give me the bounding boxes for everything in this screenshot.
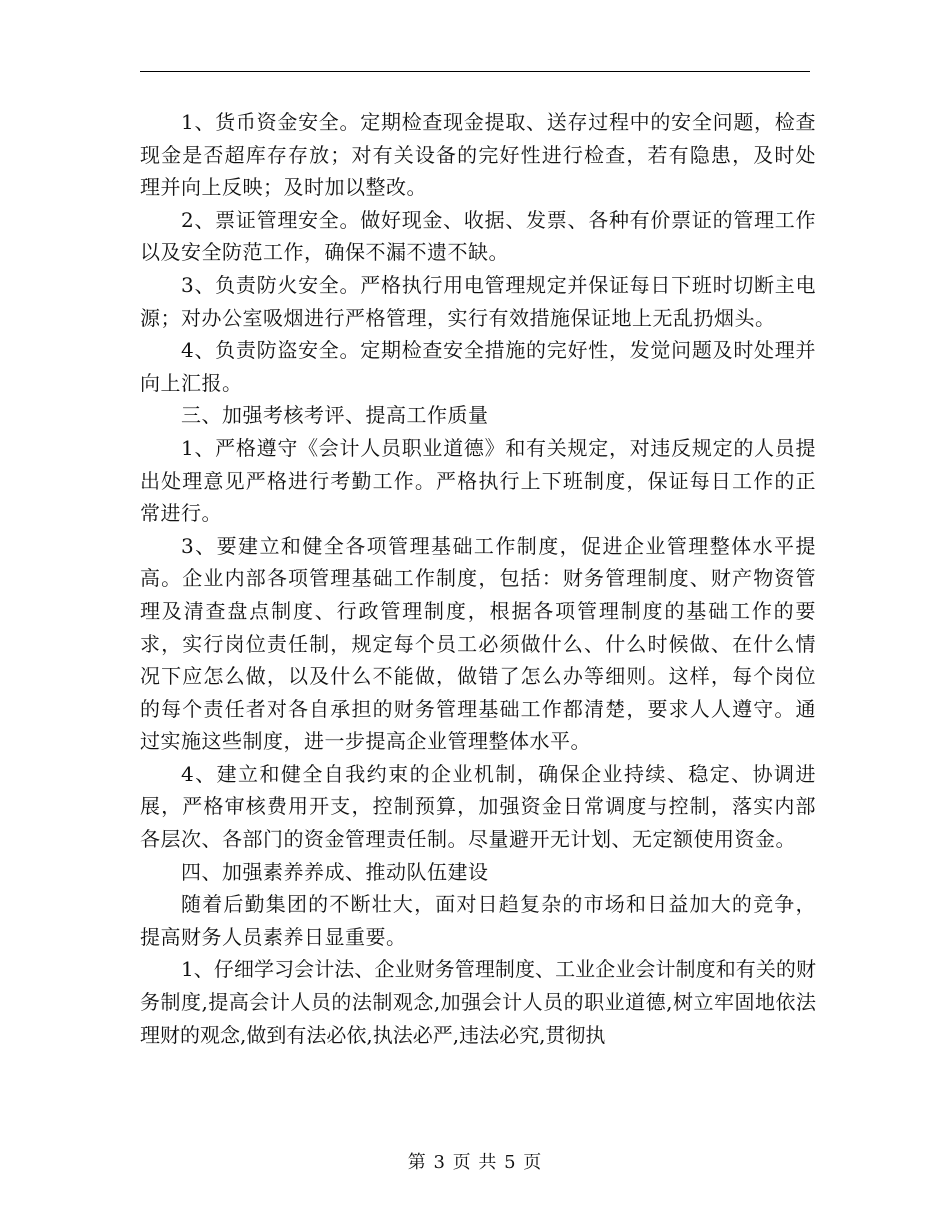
section-heading-3: 三、加强考核考评、提高工作质量 (181, 403, 489, 428)
paragraph-theft-safety: 4、负责防盗安全。定期检查安全措施的完好性，发觉问题及时处理并向上汇报。 (140, 338, 816, 395)
paragraph-professional-ethics: 1、严格遵守《会计人员职业道德》和有关规定，对违反规定的人员提出处理意见严格进行考勤工作。严格执行上下班制度，保证每日工作的正常进行。 (140, 435, 816, 526)
document-body (140, 106, 816, 1051)
paragraph-study-law: 1、仔细学习会计法、企业财务管理制度、工业企业会计制度和有关的财务制度,提高会计人员的法制观念,加强会计人员的职业道德,树立牢固地依法理财的观念,做到有法必依,执法必严,违法必究,贯彻执 (140, 957, 816, 1047)
header-rule (140, 71, 810, 72)
paragraph-fire-safety: 3、负责防火安全。严格执行用电管理规定并保证每日下班时切断主电源；对办公室吸烟进行严格管理，实行有效措施保证地上无乱扔烟头。 (140, 272, 816, 330)
page-footer: 第 3 页 共 5 页 (407, 1152, 543, 1173)
section-heading-4: 四、加强素养养成、推动队伍建设 (181, 859, 489, 884)
paragraph-management-system: 3、要建立和健全各项管理基础工作制度，促进企业管理整体水平提高。企业内部各项管理基础工作制度，包括：财务管理制度、财产物资管理及清查盘点制度、行政管理制度，根据各项管理制度的基础工作的要求，实行岗位责任制，规定每个员工必须做什么、什么时候做、在什么情况下应怎么做，以及什么不能做，做错了怎么办等细则。这样，每个岗位的每个责任者对各自承担的财务管理基础工作都清楚，要求人人遵守。通过实施这些制度，进一步提高企业管理整体水平。 (140, 533, 816, 754)
paragraph-voucher-safety: 2、票证管理安全。做好现金、收据、发票、各种有价票证的管理工作以及安全防范工作，确保不漏不遗不缺。 (140, 207, 816, 265)
paragraph-team-intro: 随着后勤集团的不断壮大，面对日趋复杂的市场和日益加大的竞争，提高财务人员素养日显重要。 (140, 892, 816, 949)
paragraph-self-restraint: 4、建立和健全自我约束的企业机制，确保企业持续、稳定、协调进展，严格审核费用开支，控制预算，加强资金日常调度与控制，落实内部各层次、各部门的资金管理责任制。尽量避开无计划、无定额使用资金。 (140, 761, 816, 852)
paragraph-currency-safety: 1、货币资金安全。定期检查现金提取、送存过程中的安全问题，检查现金是否超库存存放；对有关设备的完好性进行检查，若有隐患，及时处理并向上反映；及时加以整改。 (140, 110, 816, 200)
